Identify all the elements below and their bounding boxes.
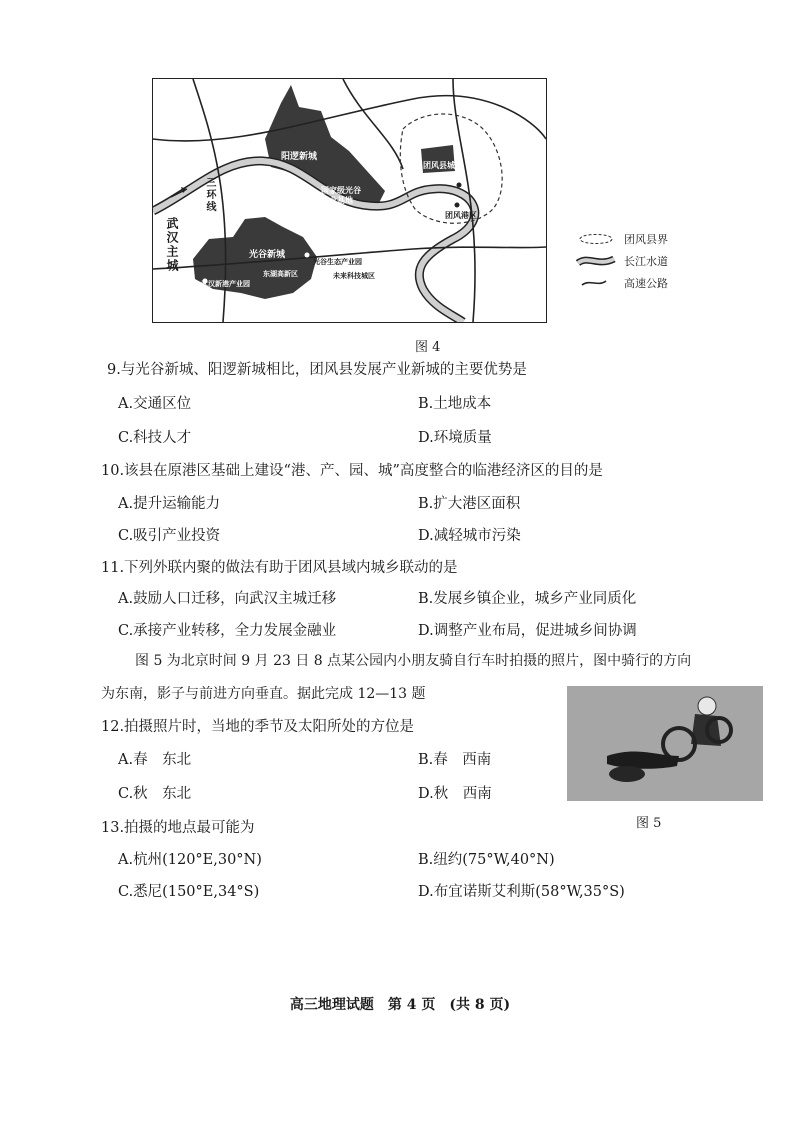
question-11-option-c: C.承接产业转移，全力发展金融业 — [118, 623, 337, 639]
question-11-stem: 11.下列外联内聚的做法有助于团风县域内城乡联动的是 — [101, 560, 458, 576]
question-12-option-b: B.春 西南 — [418, 752, 492, 768]
question-9-option-c: C.科技人才 — [118, 430, 192, 446]
question-13-option-d: D.布宜诺斯艾利斯(58°W,35°S) — [418, 884, 625, 900]
question-10-option-d: D.减轻城市污染 — [418, 528, 521, 544]
question-13-option-a: A.杭州(120°E,30°N) — [118, 852, 262, 868]
figure4-map — [152, 78, 547, 323]
question-13-option-b: B.纽约(75°W,40°N) — [418, 852, 555, 868]
question-10-stem: 10.该县在原港区基础上建设“港、产、园、城”高度整合的临港经济区的目的是 — [101, 463, 603, 479]
intro-line-1: 图 5 为北京时间 9 月 23 日 8 点某公园内小朋友骑自行车时拍摄的照片，图中骑行的方向 — [135, 653, 692, 669]
intro-line-2: 为东南，影子与前进方向垂直。据此完成 12—13 题 — [101, 686, 426, 702]
figure4-caption: 图 4 — [415, 340, 441, 355]
question-13-option-c: C.悉尼(150°E,34°S) — [118, 884, 260, 900]
child-cycling-photo — [567, 686, 763, 801]
question-12-stem: 12.拍摄照片时，当地的季节及太阳所处的方位是 — [101, 719, 415, 735]
question-11-option-d: D.调整产业布局，促进城乡间协调 — [418, 623, 637, 639]
legend-item — [574, 250, 704, 272]
question-12-option-d: D.秋 西南 — [418, 786, 492, 802]
label-yangluo: 阳逻新城 — [281, 152, 318, 162]
expressway-icon — [574, 275, 618, 291]
label-guanggu: 光谷新城 — [249, 250, 286, 260]
question-11-option-a: A.鼓励人口迁移，向武汉主城迁移 — [118, 591, 337, 607]
question-9-stem: 9.与光谷新城、阳逻新城相比，团风县发展产业新城的主要优势是 — [107, 362, 527, 378]
legend-item — [574, 228, 704, 250]
label-industry-park-3: 武汉新港产业园 — [201, 279, 250, 288]
legend-label: 团风县界 — [624, 233, 668, 246]
question-10-option-a: A.提升运输能力 — [118, 496, 221, 512]
yangtze-channel-icon — [574, 253, 618, 269]
label-industry-park-1: 光谷生态产业园 — [313, 257, 362, 266]
question-10-option-b: B.扩大港区面积 — [418, 496, 521, 512]
question-9-option-a: A.交通区位 — [118, 396, 192, 412]
question-13-stem: 13.拍摄的地点最可能为 — [101, 820, 255, 836]
question-12-option-a: A.春 东北 — [118, 752, 192, 768]
legend-label: 高速公路 — [624, 277, 668, 290]
label-national-park: 国家级光谷产业基地 — [321, 185, 361, 205]
label-port-area: 团风港区 — [445, 210, 477, 220]
question-11-option-b: B.发展乡镇企业，城乡产业同质化 — [418, 591, 637, 607]
page-footer: 高三地理试题 第 4 页 (共 8 页) — [289, 997, 511, 1013]
label-wuhan-main: 武汉主城 — [165, 217, 179, 273]
figure5-caption: 图 5 — [636, 816, 662, 831]
figure5-photo — [567, 686, 763, 801]
question-9-option-b: B.土地成本 — [418, 396, 492, 412]
label-ring-road: 三环线 — [204, 177, 215, 213]
label-high-tech: 东湖高新区 — [263, 269, 298, 278]
question-9-option-d: D.环境质量 — [418, 430, 492, 446]
legend-item — [574, 272, 704, 294]
legend-label: 长江水道 — [624, 255, 668, 268]
question-10-option-c: C.吸引产业投资 — [118, 528, 221, 544]
label-industry-park-2: 未来科技城区 — [333, 271, 375, 280]
question-12-option-c: C.秋 东北 — [118, 786, 192, 802]
label-tuanfeng-county: 团风县城 — [423, 160, 455, 170]
county-boundary-icon — [574, 231, 618, 247]
map-legend — [574, 228, 704, 294]
